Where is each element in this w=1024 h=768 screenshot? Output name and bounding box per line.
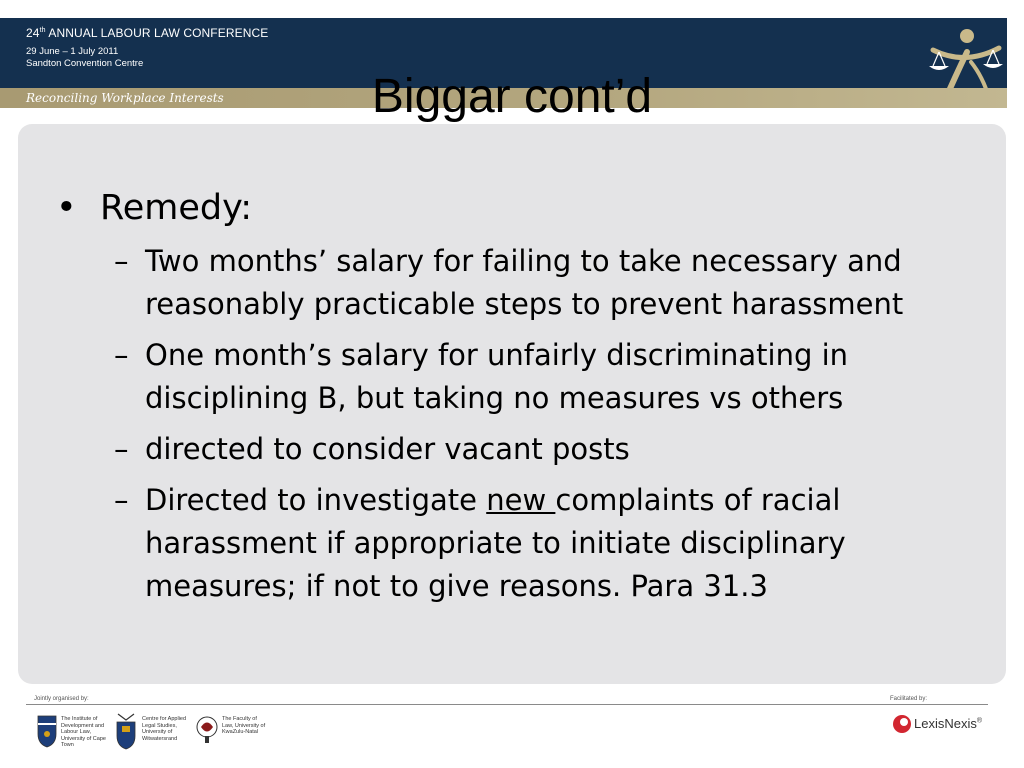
organisers-label: Jointly organised by:: [34, 696, 89, 702]
conference-ordinal: th: [39, 27, 46, 34]
text-segment: complaints of racial harassment if appropriate to initiate disciplinary measures; if not to give reasons. Para 31.3: [145, 483, 846, 603]
bullet-list: [56, 184, 956, 608]
sub-bullet-text: Two months’ salary for failing to take necessary and reasonably practicable steps to prevent harassment: [145, 244, 904, 321]
conference-number: 24: [26, 26, 40, 40]
conference-dates: 29 June – 1 July 2011: [26, 46, 119, 57]
sub-bullet-item: [56, 428, 956, 471]
conference-name: ANNUAL LABOUR LAW CONFERENCE: [48, 26, 269, 40]
footer-divider: [26, 704, 988, 705]
facilitator-label: Facilitated by:: [890, 696, 928, 702]
slide-title: Biggar cont’d: [371, 70, 653, 123]
conference-title: [26, 26, 268, 40]
sub-bullet-text: One month’s salary for unfairly discriminating in disciplining B, but taking no measures vs others: [145, 338, 849, 415]
uct-crest-icon: [36, 714, 58, 748]
lexisnexis-logo-icon: [892, 714, 912, 734]
organiser-ukzn: The Faculty of Law, University of KwaZulu-Natal: [222, 716, 266, 735]
sponsor-mark: ®: [976, 717, 983, 725]
bullet-text: Remedy:: [100, 188, 253, 228]
organiser-wits: Centre for Applied Legal Studies, University of Witwatersrand: [142, 716, 187, 742]
dash-marker: –: [114, 338, 129, 372]
dash-marker: –: [114, 244, 129, 278]
text-segment: Directed to investigate: [145, 483, 487, 517]
sponsor-label: LexisNexis: [914, 716, 977, 731]
sub-bullet-text: directed to consider vacant posts: [145, 432, 630, 466]
bullet-marker: •: [56, 188, 77, 228]
underlined-text: new: [486, 483, 556, 517]
organiser-uct: The Institute of Development and Labour Law, University of Cape Town: [61, 716, 106, 748]
bullet-remedy: [56, 184, 956, 232]
sub-bullet-item: [56, 479, 956, 608]
conference-tagline: Reconciling Workplace Interests: [26, 91, 224, 105]
dash-marker: –: [114, 432, 129, 466]
wits-crest-icon: [114, 712, 138, 750]
dash-marker: –: [114, 483, 129, 517]
sub-bullet-text: [145, 483, 846, 603]
sub-bullet-item: [56, 240, 956, 326]
sub-bullet-item: [56, 334, 956, 420]
ukzn-crest-icon: [196, 714, 218, 744]
conference-venue: Sandton Convention Centre: [26, 58, 144, 69]
sponsor-name: [914, 716, 982, 731]
